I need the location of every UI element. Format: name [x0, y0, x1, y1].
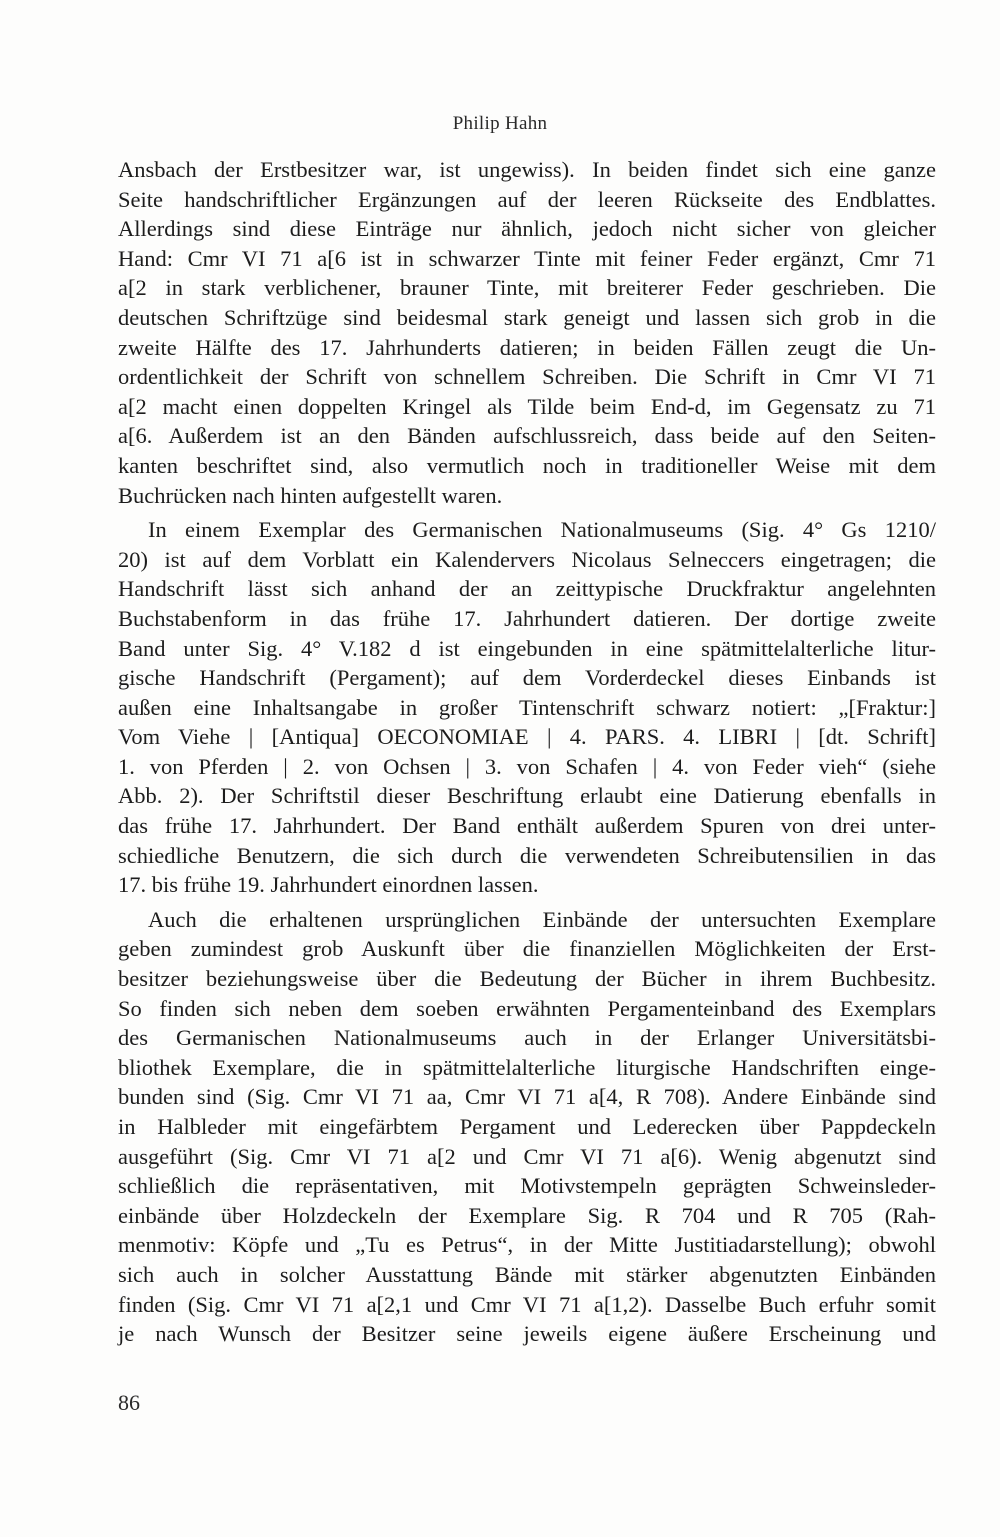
body-text — [118, 155, 936, 1354]
text-line: finden (Sig. Cmr VI 71 a[2,1 und Cmr VI 71 a[1,2). Dasselbe Buch erfuhr somit — [118, 1291, 936, 1317]
text-line: a[2 in stark verblichener, brauner Tinte, mit breiterer Feder geschrieben. Die — [118, 275, 936, 301]
text-line: ausgeführt (Sig. Cmr VI 71 a[2 und Cmr VI 71 a[6). Wenig abgenutzt sind — [118, 1143, 936, 1169]
text-line: So finden sich neben dem soeben erwähnten Pergamenteinband des Exemplars — [118, 995, 936, 1021]
page-number: 86 — [118, 1390, 140, 1415]
text-line: menmotiv: Köpfe und „Tu es Petrus“, in der Mitte Justitiadarstellung); obwohl — [118, 1232, 936, 1258]
text-line: a[6. Außerdem ist an den Bänden aufschlussreich, dass beide auf den Seiten- — [118, 423, 936, 449]
text-line: Handschrift lässt sich anhand der an zeittypische Druckfraktur angelehnten — [118, 576, 936, 602]
text-line: außen eine Inhaltsangabe in großer Tintenschrift schwarz notiert: „[Fraktur:] — [118, 694, 936, 720]
text-line: je nach Wunsch der Besitzer seine jeweils eigene äußere Erscheinung und — [118, 1321, 936, 1347]
text-line: ordentlichkeit der Schrift von schnellem Schreiben. Die Schrift in Cmr VI 71 — [118, 364, 936, 390]
text-line: Allerdings sind diese Einträge nur ähnlich, jedoch nicht sicher von gleicher — [118, 216, 936, 242]
text-line: gische Handschrift (Pergament); auf dem Vorderdeckel dieses Einbands ist — [118, 665, 936, 691]
text-line: a[2 macht einen doppelten Kringel als Tilde beim End-d, im Gegensatz zu 71 — [118, 393, 936, 419]
text-line: kanten beschriftet sind, also vermutlich noch in traditioneller Weise mit dem — [118, 452, 936, 478]
text-line: Abb. 2). Der Schriftstil dieser Beschriftung erlaubt eine Datierung ebenfalls in — [118, 783, 936, 809]
text-line: Seite handschriftlicher Ergänzungen auf der leeren Rückseite des Endblattes. — [118, 186, 936, 212]
text-line: In einem Exemplar des Germanischen Nationalmuseums (Sig. 4° Gs 1210/ — [148, 517, 936, 543]
text-line: in Halbleder mit eingefärbtem Pergament und Lederecken über Pappdeckeln — [118, 1114, 936, 1139]
running-head: Philip Hahn — [452, 113, 548, 134]
text-line: Ansbach der Erstbesitzer war, ist ungewiss). In beiden findet sich eine ganze — [118, 157, 936, 182]
text-line: Vom Viehe | [Antiqua] OECONOMIAE | 4. PARS. 4. LIBRI | [dt. Schrift] — [118, 724, 936, 750]
text-line: schließlich die repräsentativen, mit Motivstempeln geprägten Schweinsleder- — [118, 1173, 936, 1199]
text-line: Auch die erhaltenen ursprünglichen Einbände der untersuchten Exemplare — [148, 906, 936, 932]
text-line: Hand: Cmr VI 71 a[6 ist in schwarzer Tinte mit feiner Feder ergänzt, Cmr 71 — [118, 245, 936, 271]
text-line: bliothek Exemplare, die in spätmittelalterliche liturgische Handschriften einge- — [118, 1054, 936, 1080]
text-line: Buchstabenform in das frühe 17. Jahrhundert datieren. Der dortige zweite — [118, 605, 936, 631]
paragraph — [118, 515, 936, 900]
text-line: sich auch in solcher Ausstattung Bände mit stärker abgenutzten Einbänden — [118, 1261, 936, 1287]
text-line: des Germanischen Nationalmuseums auch in der Erlanger Universitätsbi- — [118, 1025, 936, 1051]
text-line: 1. von Pferden | 2. von Ochsen | 3. von Schafen | 4. von Feder vieh“ (siehe — [118, 753, 936, 779]
text-line: das frühe 17. Jahrhundert. Der Band enthält außerdem Spuren von drei unter- — [118, 813, 936, 839]
text-line: deutschen Schriftzüge sind beidesmal stark geneigt und lassen sich grob in die — [118, 304, 936, 330]
text-line: zweite Hälfte des 17. Jahrhunderts datieren; in beiden Fällen zeugt die Un- — [118, 334, 936, 360]
text-line: bunden sind (Sig. Cmr VI 71 aa, Cmr VI 71 a[4, R 708). Andere Einbände sind — [118, 1084, 936, 1110]
paragraph — [118, 155, 936, 510]
text-line: einbände über Holzdeckeln der Exemplare Sig. R 704 und R 705 (Rah- — [118, 1202, 936, 1228]
text-line: 17. bis frühe 19. Jahrhundert einordnen lassen. — [118, 872, 539, 898]
text-line: geben zumindest grob Auskunft über die finanziellen Möglichkeiten der Erst- — [118, 936, 936, 962]
text-line: Band unter Sig. 4° V.182 d ist eingebunden in eine spätmittelalterliche litur- — [118, 635, 936, 661]
text-line: Buchrücken nach hinten aufgestellt waren. — [118, 482, 503, 508]
paragraph — [118, 905, 936, 1349]
text-line: 20) ist auf dem Vorblatt ein Kalendervers Nicolaus Selneccers eingetragen; die — [118, 546, 936, 572]
text-line: schiedliche Benutzern, die sich durch die verwendeten Schreibutensilien in das — [118, 842, 936, 868]
text-line: besitzer beziehungsweise über die Bedeutung der Bücher in ihrem Buchbesitz. — [118, 966, 936, 992]
